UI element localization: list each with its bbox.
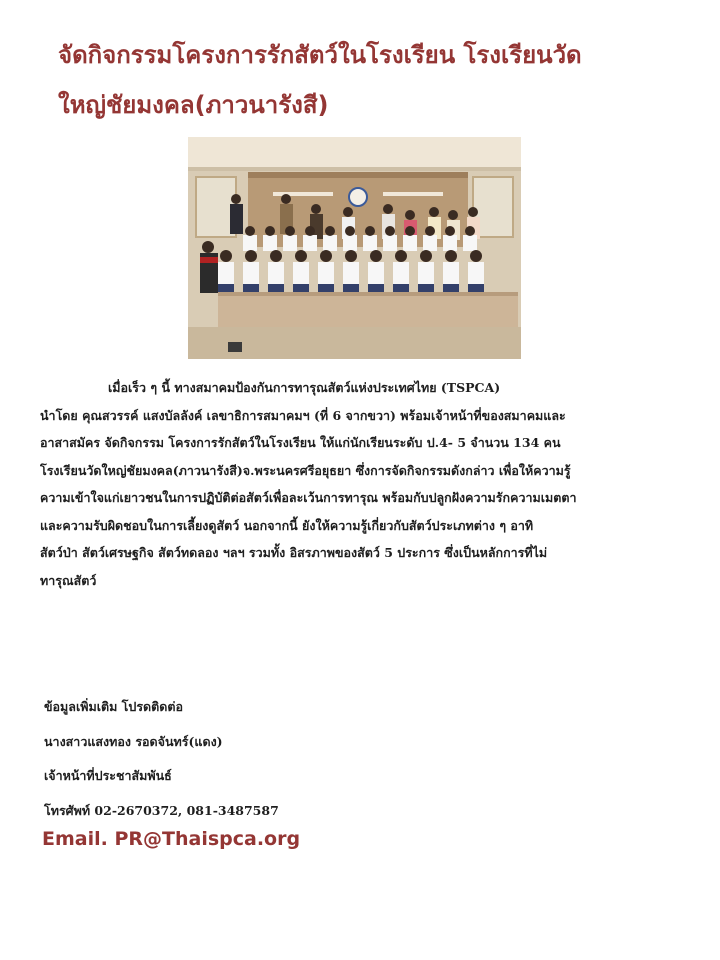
title-line-1: จัดกิจกรรมโครงการรักสัตว์ในโรงเรียน โรงเรียนวัด: [58, 41, 582, 69]
contact-block: [44, 690, 279, 828]
contact-role: เจ้าหน้าที่ประชาสัมพันธ์: [44, 768, 172, 783]
contact-phone: โทรศัพท์ 02-2670372, 081-3487587: [44, 802, 279, 818]
contact-heading: ข้อมูลเพิ่มเติม โปรดติดต่อ: [44, 699, 184, 714]
page-title: [58, 30, 698, 130]
contact-email: Email. PR@Thaispca.org: [42, 828, 301, 850]
body-line: สัตว์ป่า สัตว์เศรษฐกิจ สัตว์ทดลอง ฯลฯ รวมทั้ง อิสรภาพของสัตว์ 5 ประการ ซึ่งเป็นหลักการที่ไม่: [40, 545, 548, 560]
article-body: [40, 374, 680, 594]
body-line: โรงเรียนวัดใหญ่ชัยมงคล(ภาวนารังสี)จ.พระนครศรีอยุธยา ซึ่งการจัดกิจกรรมดังกล่าว เพื่อให้ความรู้: [40, 462, 571, 478]
body-line: และความรับผิดชอบในการเลี้ยงดูสัตว์ นอกจากนี้ ยังให้ความรู้เกี่ยวกับสัตว์ประเภทต่าง ๆ อาทิ: [40, 517, 534, 533]
body-line: เมื่อเร็ว ๆ นี้ ทางสมาคมป้องกันการทารุณสัตว์แห่งประเทศไทย (TSPCA): [108, 380, 501, 395]
title-line-2: ใหญ่ชัยมงคล(ภาวนารังสี): [58, 91, 329, 119]
body-line: ความเข้าใจแก่เยาวชนในการปฏิบัติต่อสัตว์เพื่อละเว้นการทารุณ พร้อมกับปลูกฝังความรักความเมตตา: [40, 490, 577, 505]
group-photo: [188, 137, 521, 359]
body-line: อาสาสมัคร จัดกิจกรรม โครงการรักสัตว์ในโรงเรียน ให้แก่นักเรียนระดับ ป.4- 5 จำนวน 134 คน: [40, 435, 561, 450]
group-photo-illustration: [188, 137, 521, 359]
body-line: นำโดย คุณสวรรค์ แสงบัลลังค์ เลขาธิการสมาคมฯ (ที่ 6 จากขวา) พร้อมเจ้าหน้าที่ของสมาคมและ: [40, 407, 566, 423]
body-line: ทารุณสัตว์: [40, 572, 97, 588]
contact-name: นางสาวแสงทอง รอดจันทร์(แดง): [44, 733, 223, 749]
